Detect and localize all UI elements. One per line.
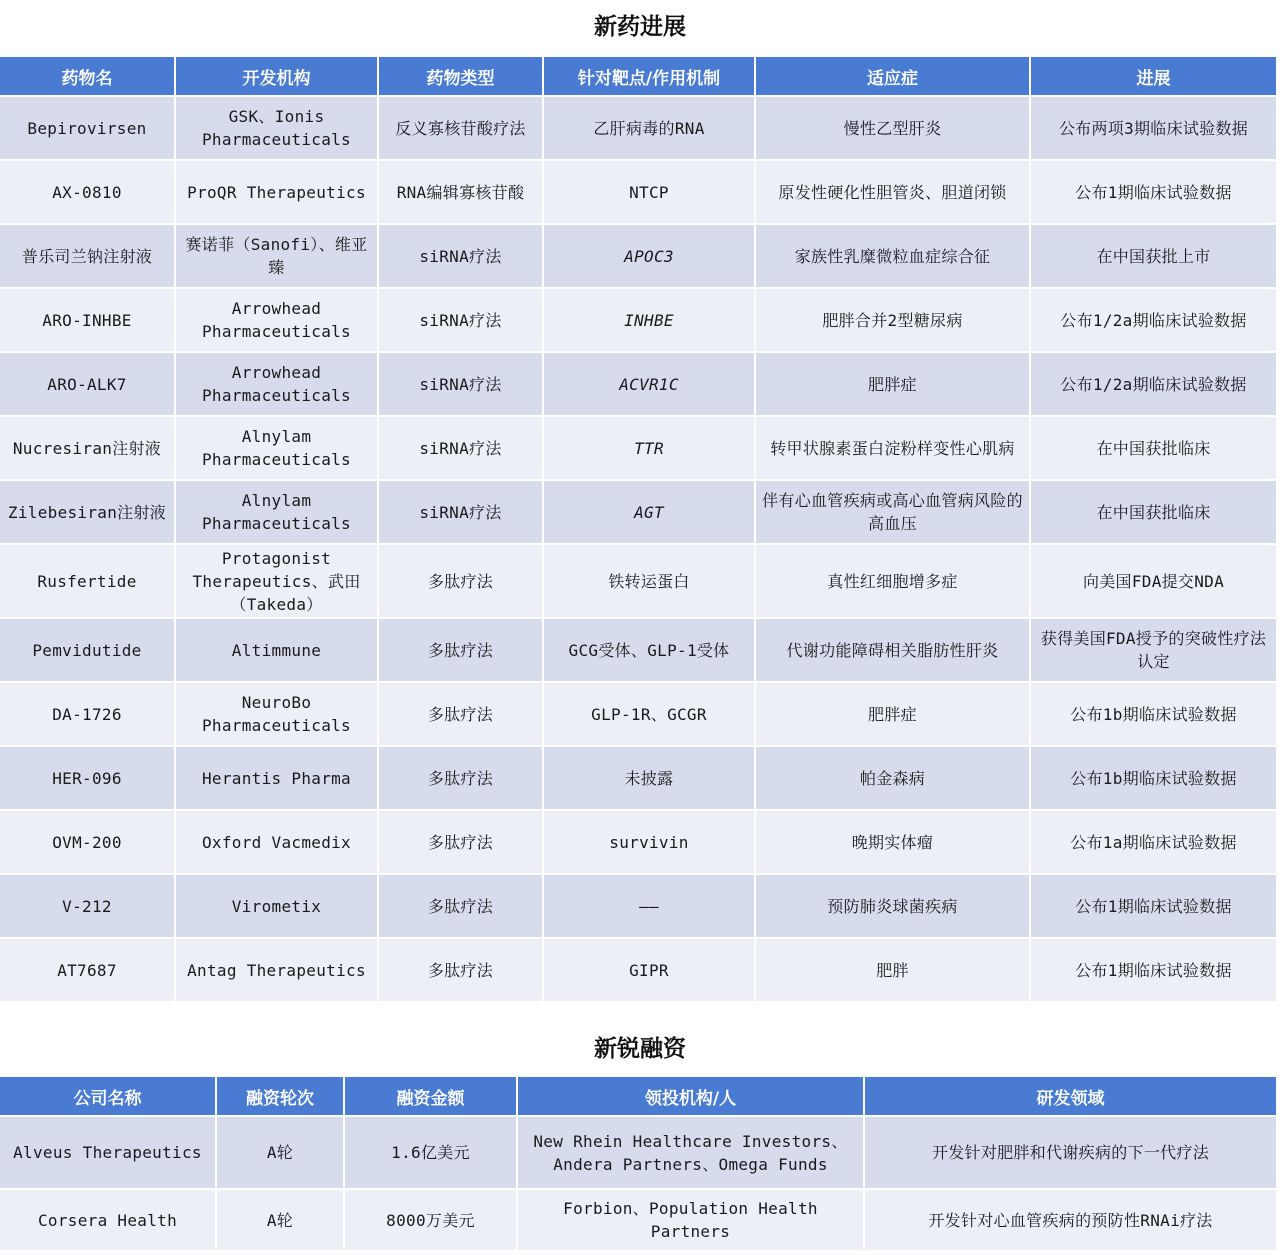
table-header-row bbox=[0, 1077, 1278, 1117]
cell-round: A轮 bbox=[217, 1190, 345, 1252]
new-drugs-table bbox=[0, 57, 1278, 1003]
cell-target: —— bbox=[544, 875, 756, 939]
col-header-drug-name: 药物名 bbox=[0, 57, 176, 97]
cell-progress: 获得美国FDA授予的突破性疗法认定 bbox=[1031, 619, 1278, 683]
cell-drug-type: 多肽疗法 bbox=[379, 875, 544, 939]
cell-developer: Alnylam Pharmaceuticals bbox=[176, 481, 379, 545]
cell-drug-type: siRNA疗法 bbox=[379, 417, 544, 481]
cell-target: GCG受体、GLP-1受体 bbox=[544, 619, 756, 683]
col-header-lead-investor: 领投机构/人 bbox=[518, 1077, 865, 1117]
cell-developer: Oxford Vacmedix bbox=[176, 811, 379, 875]
table-row bbox=[0, 1190, 1278, 1252]
cell-target: AGT bbox=[544, 481, 756, 545]
table-row bbox=[0, 481, 1278, 545]
cell-drug-name: Bepirovirsen bbox=[0, 97, 176, 161]
cell-developer: 赛诺菲（Sanofi）、维亚臻 bbox=[176, 225, 379, 289]
cell-indication: 原发性硬化性胆管炎、胆道闭锁 bbox=[756, 161, 1031, 225]
cell-progress: 公布1a期临床试验数据 bbox=[1031, 811, 1278, 875]
table-row bbox=[0, 97, 1278, 161]
table-row bbox=[0, 545, 1278, 619]
cell-indication: 晚期实体瘤 bbox=[756, 811, 1031, 875]
col-header-progress: 进展 bbox=[1031, 57, 1278, 97]
cell-indication: 家族性乳糜微粒血症综合征 bbox=[756, 225, 1031, 289]
cell-developer: GSK、Ionis Pharmaceuticals bbox=[176, 97, 379, 161]
cell-developer: Virometix bbox=[176, 875, 379, 939]
cell-drug-name: 普乐司兰钠注射液 bbox=[0, 225, 176, 289]
cell-developer: Altimmune bbox=[176, 619, 379, 683]
cell-drug-name: OVM-200 bbox=[0, 811, 176, 875]
cell-progress: 公布1期临床试验数据 bbox=[1031, 939, 1278, 1003]
cell-rd-field: 开发针对心血管疾病的预防性RNAi疗法 bbox=[865, 1190, 1278, 1252]
table-row bbox=[0, 289, 1278, 353]
cell-round: A轮 bbox=[217, 1117, 345, 1190]
cell-target: INHBE bbox=[544, 289, 756, 353]
cell-drug-name: ARO-INHBE bbox=[0, 289, 176, 353]
table-row bbox=[0, 939, 1278, 1003]
cell-drug-type: 多肽疗法 bbox=[379, 939, 544, 1003]
table-row bbox=[0, 1117, 1278, 1190]
cell-drug-name: DA-1726 bbox=[0, 683, 176, 747]
table-row bbox=[0, 417, 1278, 481]
cell-indication: 转甲状腺素蛋白淀粉样变性心肌病 bbox=[756, 417, 1031, 481]
cell-drug-name: Nucresiran注射液 bbox=[0, 417, 176, 481]
cell-drug-name: ARO-ALK7 bbox=[0, 353, 176, 417]
table-row bbox=[0, 619, 1278, 683]
cell-indication: 真性红细胞增多症 bbox=[756, 545, 1031, 619]
cell-drug-name: AT7687 bbox=[0, 939, 176, 1003]
cell-drug-name: Zilebesiran注射液 bbox=[0, 481, 176, 545]
cell-drug-type: RNA编辑寡核苷酸 bbox=[379, 161, 544, 225]
cell-progress: 公布1b期临床试验数据 bbox=[1031, 683, 1278, 747]
cell-drug-type: siRNA疗法 bbox=[379, 225, 544, 289]
cell-indication: 伴有心血管疾病或高心血管病风险的高血压 bbox=[756, 481, 1031, 545]
cell-lead-investor: Forbion、Population Health Partners bbox=[518, 1190, 865, 1252]
cell-progress: 公布1/2a期临床试验数据 bbox=[1031, 353, 1278, 417]
cell-indication: 慢性乙型肝炎 bbox=[756, 97, 1031, 161]
cell-target: GIPR bbox=[544, 939, 756, 1003]
cell-developer: ProQR Therapeutics bbox=[176, 161, 379, 225]
cell-rd-field: 开发针对肥胖和代谢疾病的下一代疗法 bbox=[865, 1117, 1278, 1190]
cell-amount: 1.6亿美元 bbox=[345, 1117, 518, 1190]
cell-developer: Antag Therapeutics bbox=[176, 939, 379, 1003]
table-row bbox=[0, 875, 1278, 939]
cell-progress: 公布1/2a期临床试验数据 bbox=[1031, 289, 1278, 353]
cell-developer: Arrowhead Pharmaceuticals bbox=[176, 353, 379, 417]
cell-progress: 公布1期临床试验数据 bbox=[1031, 875, 1278, 939]
cell-indication: 预防肺炎球菌疾病 bbox=[756, 875, 1031, 939]
cell-amount: 8000万美元 bbox=[345, 1190, 518, 1252]
cell-progress: 向美国FDA提交NDA bbox=[1031, 545, 1278, 619]
cell-drug-type: 多肽疗法 bbox=[379, 747, 544, 811]
cell-developer: Arrowhead Pharmaceuticals bbox=[176, 289, 379, 353]
cell-progress: 公布1期临床试验数据 bbox=[1031, 161, 1278, 225]
cell-progress: 公布1b期临床试验数据 bbox=[1031, 747, 1278, 811]
cell-indication: 肥胖症 bbox=[756, 683, 1031, 747]
cell-drug-name: Pemvidutide bbox=[0, 619, 176, 683]
cell-drug-name: AX-0810 bbox=[0, 161, 176, 225]
cell-developer: NeuroBo Pharmaceuticals bbox=[176, 683, 379, 747]
cell-drug-type: siRNA疗法 bbox=[379, 481, 544, 545]
cell-developer: Herantis Pharma bbox=[176, 747, 379, 811]
cell-target: 铁转运蛋白 bbox=[544, 545, 756, 619]
cell-developer: Protagonist Therapeutics、武田（Takeda） bbox=[176, 545, 379, 619]
col-header-company: 公司名称 bbox=[0, 1077, 217, 1117]
cell-target: ACVR1C bbox=[544, 353, 756, 417]
cell-progress: 在中国获批临床 bbox=[1031, 417, 1278, 481]
cell-drug-type: siRNA疗法 bbox=[379, 289, 544, 353]
table-row bbox=[0, 683, 1278, 747]
table-header-row bbox=[0, 57, 1278, 97]
cell-target: APOC3 bbox=[544, 225, 756, 289]
cell-indication: 肥胖合并2型糖尿病 bbox=[756, 289, 1031, 353]
cell-progress: 在中国获批上市 bbox=[1031, 225, 1278, 289]
cell-target: GLP-1R、GCGR bbox=[544, 683, 756, 747]
col-header-indication: 适应症 bbox=[756, 57, 1031, 97]
col-header-round: 融资轮次 bbox=[217, 1077, 345, 1117]
financing-table bbox=[0, 1077, 1278, 1252]
table-row bbox=[0, 225, 1278, 289]
table-row bbox=[0, 161, 1278, 225]
cell-drug-type: 多肽疗法 bbox=[379, 811, 544, 875]
cell-company: Corsera Health bbox=[0, 1190, 217, 1252]
cell-company: Alveus Therapeutics bbox=[0, 1117, 217, 1190]
cell-drug-type: 多肽疗法 bbox=[379, 683, 544, 747]
cell-progress: 公布两项3期临床试验数据 bbox=[1031, 97, 1278, 161]
cell-drug-type: 反义寡核苷酸疗法 bbox=[379, 97, 544, 161]
table-row bbox=[0, 747, 1278, 811]
cell-indication: 帕金森病 bbox=[756, 747, 1031, 811]
cell-progress: 在中国获批临床 bbox=[1031, 481, 1278, 545]
cell-drug-type: siRNA疗法 bbox=[379, 353, 544, 417]
cell-target: 未披露 bbox=[544, 747, 756, 811]
cell-indication: 代谢功能障碍相关脂肪性肝炎 bbox=[756, 619, 1031, 683]
col-header-amount: 融资金额 bbox=[345, 1077, 518, 1117]
financing-title: 新锐融资 bbox=[594, 1036, 686, 1062]
cell-lead-investor: New Rhein Healthcare Investors、Andera Partners、Omega Funds bbox=[518, 1117, 865, 1190]
cell-target: survivin bbox=[544, 811, 756, 875]
cell-target: 乙肝病毒的RNA bbox=[544, 97, 756, 161]
cell-drug-name: Rusfertide bbox=[0, 545, 176, 619]
col-header-target: 针对靶点/作用机制 bbox=[544, 57, 756, 97]
col-header-rd-field: 研发领域 bbox=[865, 1077, 1278, 1117]
col-header-drug-type: 药物类型 bbox=[379, 57, 544, 97]
cell-drug-name: HER-096 bbox=[0, 747, 176, 811]
col-header-developer: 开发机构 bbox=[176, 57, 379, 97]
table-row bbox=[0, 353, 1278, 417]
cell-indication: 肥胖症 bbox=[756, 353, 1031, 417]
cell-drug-name: V-212 bbox=[0, 875, 176, 939]
cell-drug-type: 多肽疗法 bbox=[379, 545, 544, 619]
table-row bbox=[0, 811, 1278, 875]
cell-drug-type: 多肽疗法 bbox=[379, 619, 544, 683]
new-drugs-title: 新药进展 bbox=[594, 14, 686, 40]
cell-target: TTR bbox=[544, 417, 756, 481]
cell-developer: Alnylam Pharmaceuticals bbox=[176, 417, 379, 481]
cell-indication: 肥胖 bbox=[756, 939, 1031, 1003]
cell-target: NTCP bbox=[544, 161, 756, 225]
